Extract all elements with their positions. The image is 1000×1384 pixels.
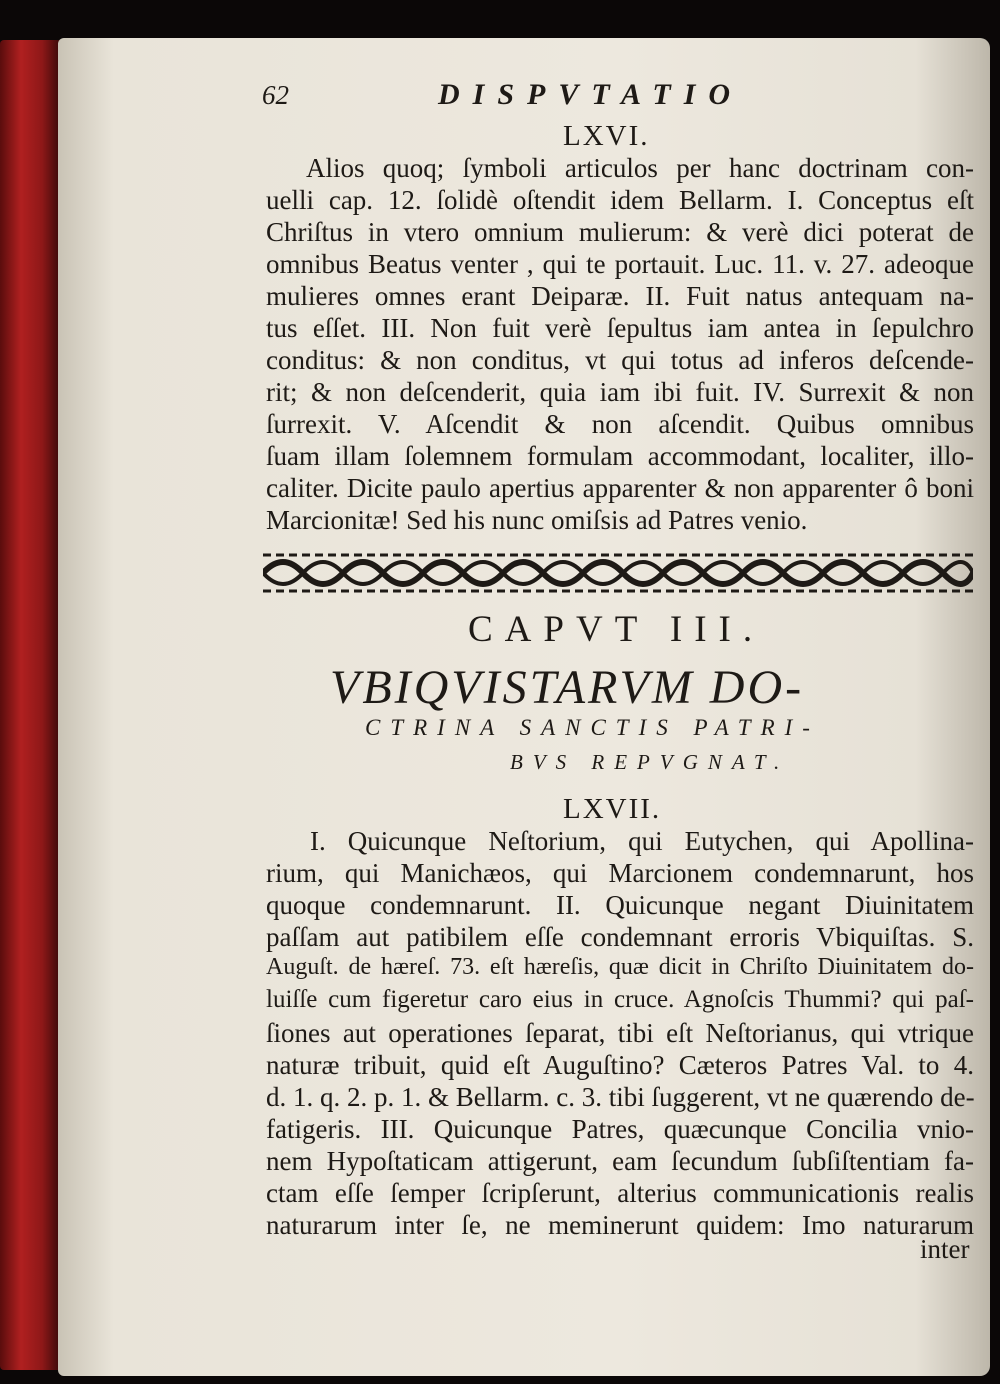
ornament-band (263, 543, 973, 603)
chapter-title-line1: VBIQVISTARVM DO- (330, 661, 805, 714)
chapter-title-line3: BVS REPVGNAT. (510, 750, 790, 774)
text-line: ſurrexit. V. Aſcendit & non aſcendit. Quibus omnibus (266, 409, 974, 439)
text-line: tus eſſet. III. Non fuit verè ſepultus iam antea in ſepulchro (266, 313, 974, 343)
text-line: I. Quicunque Neſtorium, qui Eutychen, qui Apollina- (310, 826, 974, 856)
section-number-lxvi: LXVI. (563, 120, 650, 152)
section-number-lxvii: LXVII. (563, 793, 662, 825)
text-line: rium, qui Manichæos, qui Marcionem condemnarunt, hos (266, 858, 974, 888)
text-line: ctam eſſe ſemper ſcripſerunt, alterius communicationis realis (266, 1178, 974, 1208)
text-line: Auguſt. de hæreſ. 73. eſt hæreſis, quæ dicit in Chriſto Diuinitatem do- (266, 954, 974, 980)
text-line: uelli cap. 12. ſolidè oſtendit idem Bellarm. I. Conceptus eſt (266, 185, 974, 215)
page-number: 62 (262, 80, 289, 110)
text-line: paſſam aut patibilem eſſe condemnant erroris Vbiquiſtas. S. (266, 922, 974, 952)
chapter-heading: CAPVT III. (468, 609, 765, 650)
text-line: nem Hypoſtaticam attigerunt, eam ſecundum ſubſiſtentiam fa- (266, 1146, 974, 1176)
text-line: rit; & non deſcenderit, quia iam ibi fuit. IV. Surrexit & non (266, 377, 974, 407)
text-line: naturæ tribuit, quid eſt Auguſtino? Cæteros Patres Val. to 4. (266, 1050, 974, 1080)
text-line: Marcionitæ! Sed his nunc omiſsis ad Patres venio. (266, 505, 808, 535)
text-line: quoque condemnarunt. II. Quicunque negant Diuinitatem (266, 890, 974, 920)
text-line: d. 1. q. 2. p. 1. & Bellarm. c. 3. tibi ſuggerent, vt ne quærendo de- (266, 1082, 975, 1112)
text-line: luiſſe cum figeretur caro eius in cruce. Agnoſcis Thummi? qui paſ- (266, 986, 974, 1013)
text-line: naturarum inter ſe, ne meminerunt quidem: Imo naturarum (266, 1210, 974, 1240)
catchword: inter (920, 1234, 970, 1264)
text-line: fatigeris. III. Quicunque Patres, quæcunque Concilia vnio- (266, 1114, 974, 1144)
text-line: ſiones aut operationes ſeparat, tibi eſt Neſtorianus, qui vtrique (266, 1018, 974, 1048)
book-edge-red (0, 40, 60, 1370)
text-line: caliter. Dicite paulo apertius apparenter & non apparenter ô boni (266, 473, 974, 503)
running-title: DISPVTATIO (438, 78, 744, 111)
text-line: Alios quoq; ſymboli articulos per hanc doctrinam con- (306, 153, 974, 183)
text-line: ſuam illam ſolemnem formulam accommodant, localiter, illo- (266, 441, 974, 471)
text-line: Chriſtus in vtero omnium mulierum: & verè dici poterat de (266, 217, 974, 247)
text-line: mulieres omnes erant Deiparæ. II. Fuit natus antequam na- (266, 281, 974, 311)
chapter-title-line2: CTRINA SANCTIS PATRI- (365, 715, 820, 740)
text-line: omnibus Beatus venter , qui te portauit. Luc. 11. v. 27. adeoque (266, 249, 974, 279)
book-page (58, 38, 990, 1376)
text-line: conditus: & non conditus, vt qui totus ad inferos deſcende- (266, 345, 974, 375)
